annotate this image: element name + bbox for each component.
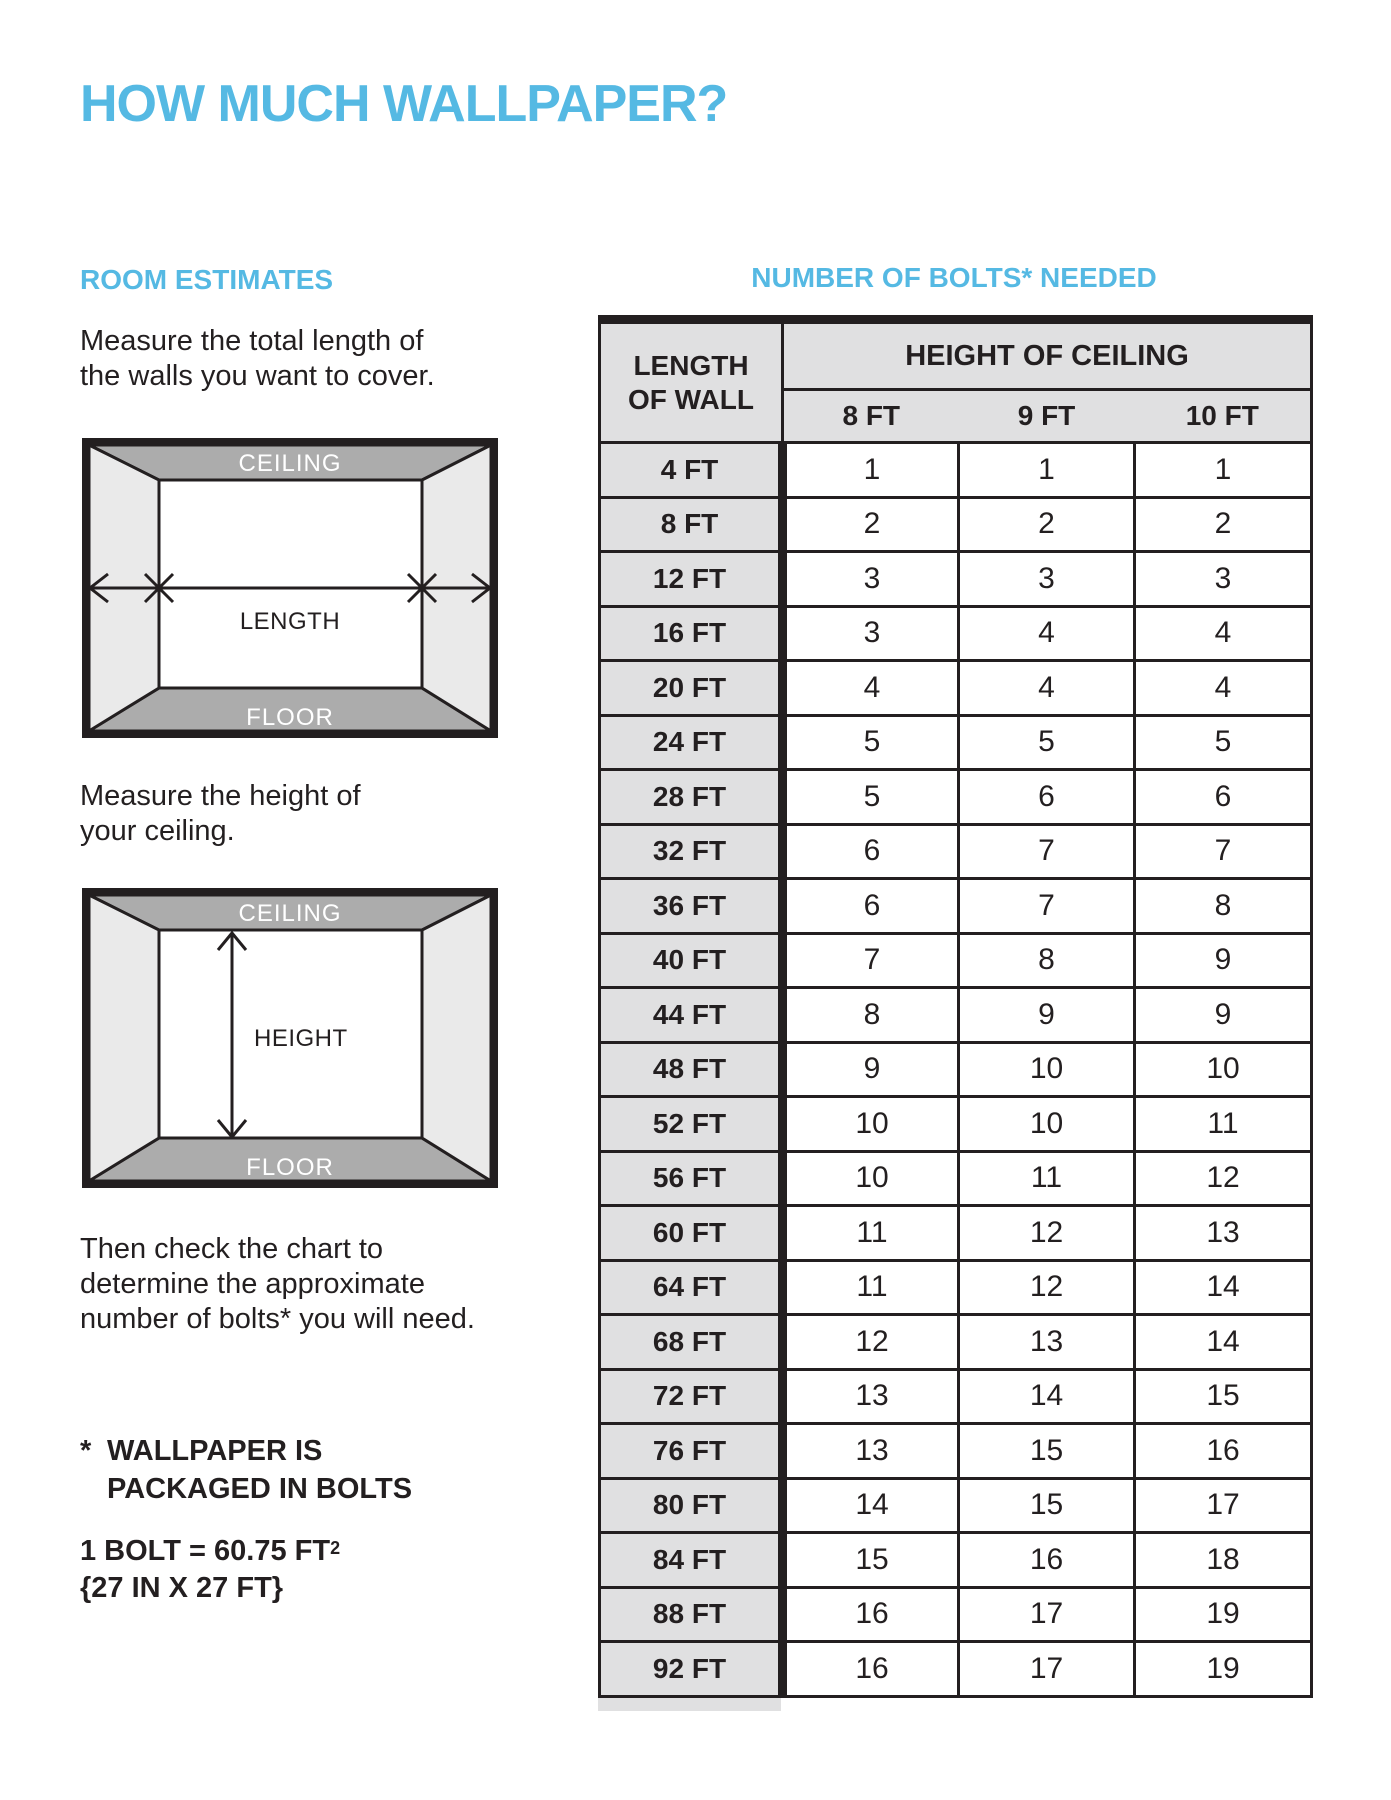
bolt-count-cell: 13 [1135,1206,1312,1261]
row-label-cell: 28 FT [600,770,783,825]
bolt-count-cell: 3 [783,552,959,607]
row-label-cell: 80 FT [600,1478,783,1533]
bolt-count-cell: 11 [783,1206,959,1261]
bolt-count-cell: 4 [1135,661,1312,716]
bolt-equation [80,1528,340,1571]
instruction-measure-length [80,324,435,394]
table-row [600,1315,1312,1370]
floor-label: FLOOR [246,704,334,731]
bolt-count-cell: 11 [959,1151,1135,1206]
instruction-line: number of bolts* you will need. [80,1303,475,1335]
bolt-count-cell: 10 [959,1042,1135,1097]
length-measure-label: LENGTH [239,608,341,635]
bolt-count-cell: 15 [1135,1369,1312,1424]
table-heading: NUMBER OF BOLTS* NEEDED [751,262,1157,293]
instruction-measure-height [80,779,361,849]
bolt-dimensions: {27 IN X 27 FT} [80,1572,284,1604]
bolt-count-cell: 16 [959,1533,1135,1588]
bolt-count-cell: 6 [783,879,959,934]
height-room-diagram [82,888,498,1188]
bolt-count-cell: 9 [1135,933,1312,988]
subheader-10ft: 10 FT [1135,390,1312,443]
table-row [600,1206,1312,1261]
instruction-line: determine the approximate [80,1268,425,1300]
bolt-table-body [600,443,1312,1697]
row-label-cell: 32 FT [600,824,783,879]
row-label-cell: 76 FT [600,1424,783,1479]
page-title: HOW MUCH WALLPAPER? [80,75,728,133]
instruction-line: the walls you want to cover. [80,360,435,392]
table-row [600,606,1312,661]
bolt-count-cell: 13 [783,1424,959,1479]
left-wall-panel [89,895,159,1181]
row-label-cell: 20 FT [600,661,783,716]
bolt-count-cell: 3 [783,606,959,661]
bolt-count-cell: 12 [959,1206,1135,1261]
bolt-count-cell: 14 [959,1369,1135,1424]
bolt-count-cell: 2 [1135,497,1312,552]
bolt-equation-superscript: 2 [330,1538,341,1558]
bolt-count-cell: 5 [1135,715,1312,770]
bolt-count-cell: 3 [959,552,1135,607]
table-row [600,661,1312,716]
bolt-count-cell: 3 [1135,552,1312,607]
bolt-count-cell: 13 [959,1315,1135,1370]
table-row [600,552,1312,607]
table-row [600,1151,1312,1206]
row-label-cell: 12 FT [600,552,783,607]
bolt-count-cell: 6 [959,770,1135,825]
footnote-line: WALLPAPER IS [107,1435,323,1467]
bolts-needed-table [598,315,1313,1698]
bolt-count-cell: 2 [959,497,1135,552]
header-height-of-ceiling: HEIGHT OF CEILING [783,320,1312,390]
length-room-diagram [82,438,498,738]
bolt-count-cell: 14 [1135,1315,1312,1370]
bolt-count-cell: 7 [1135,824,1312,879]
row-label-cell: 24 FT [600,715,783,770]
table-row [600,497,1312,552]
bolt-count-cell: 9 [1135,988,1312,1043]
bolt-count-cell: 4 [959,606,1135,661]
instruction-line: Then check the chart to [80,1233,384,1265]
bolt-count-cell: 19 [1135,1642,1312,1697]
table-row [600,1042,1312,1097]
bolt-count-cell: 6 [1135,770,1312,825]
bolt-count-cell: 12 [783,1315,959,1370]
row-label-cell: 4 FT [600,443,783,498]
table-row [600,933,1312,988]
table-row [600,1587,1312,1642]
row-label-cell: 56 FT [600,1151,783,1206]
bolt-count-cell: 4 [959,661,1135,716]
table-row [600,1424,1312,1479]
bolt-count-cell: 13 [783,1369,959,1424]
bolt-count-cell: 15 [959,1478,1135,1533]
height-room-diagram-svg [82,888,498,1188]
row-label-cell: 64 FT [600,1260,783,1315]
row-label-cell: 72 FT [600,1369,783,1424]
bolt-count-cell: 8 [1135,879,1312,934]
bolt-count-cell: 17 [1135,1478,1312,1533]
bolt-count-cell: 17 [959,1642,1135,1697]
bolt-count-cell: 4 [1135,606,1312,661]
table-row [600,443,1312,498]
bolt-count-cell: 16 [783,1587,959,1642]
instruction-check-chart [80,1232,475,1337]
instruction-line: Measure the total length of [80,325,424,357]
bolt-count-cell: 10 [783,1151,959,1206]
right-wall-panel [422,895,491,1181]
table-row [600,1369,1312,1424]
row-label-cell: 48 FT [600,1042,783,1097]
bolt-count-cell: 1 [959,443,1135,498]
bolt-count-cell: 9 [783,1042,959,1097]
table-row [600,715,1312,770]
row-label-cell: 16 FT [600,606,783,661]
bolt-count-cell: 9 [959,988,1135,1043]
footnote-line: PACKAGED IN BOLTS [107,1473,413,1505]
row-label-cell: 52 FT [600,1097,783,1152]
bolt-count-cell: 18 [1135,1533,1312,1588]
table-row [600,1478,1312,1533]
bolt-count-cell: 5 [783,715,959,770]
table-row [600,824,1312,879]
bolt-count-cell: 10 [959,1097,1135,1152]
bolt-count-cell: 10 [783,1097,959,1152]
bolt-count-cell: 4 [783,661,959,716]
table-bottom-tab [598,1698,781,1711]
height-measure-label: HEIGHT [254,1025,348,1052]
bolt-count-cell: 7 [959,824,1135,879]
row-label-cell: 8 FT [600,497,783,552]
table-row [600,770,1312,825]
ceiling-label: CEILING [238,900,342,927]
row-label-cell: 84 FT [600,1533,783,1588]
row-label-cell: 40 FT [600,933,783,988]
bolt-count-cell: 16 [1135,1424,1312,1479]
bolt-count-cell: 8 [959,933,1135,988]
bolts-table-container [598,315,1310,1711]
table-row [600,1260,1312,1315]
floor-label: FLOOR [246,1154,334,1181]
asterisk-marker: * [80,1435,92,1467]
bolt-count-cell: 6 [783,824,959,879]
subheader-9ft: 9 FT [959,390,1135,443]
bolt-count-cell: 14 [1135,1260,1312,1315]
table-row [600,1533,1312,1588]
bolt-count-cell: 15 [783,1533,959,1588]
table-row [600,1097,1312,1152]
row-label-cell: 92 FT [600,1642,783,1697]
table-row [600,988,1312,1043]
bolt-count-cell: 1 [783,443,959,498]
bolt-count-cell: 5 [959,715,1135,770]
bolt-count-cell: 12 [1135,1151,1312,1206]
bolt-count-cell: 2 [783,497,959,552]
header-length-of-wall-line: OF WALL [628,383,754,415]
ceiling-label: CEILING [238,450,342,477]
subheader-8ft: 8 FT [783,390,959,443]
bolt-count-cell: 7 [959,879,1135,934]
header-length-of-wall-line: LENGTH [633,349,749,381]
row-label-cell: 60 FT [600,1206,783,1261]
bolt-count-cell: 11 [783,1260,959,1315]
instruction-line: Measure the height of [80,780,361,812]
section-heading-room-estimates: ROOM ESTIMATES [80,264,334,295]
row-label-cell: 68 FT [600,1315,783,1370]
bolt-count-cell: 10 [1135,1042,1312,1097]
bolt-count-cell: 8 [783,988,959,1043]
bolt-count-cell: 11 [1135,1097,1312,1152]
bolt-count-cell: 17 [959,1587,1135,1642]
row-label-cell: 36 FT [600,879,783,934]
bolt-count-cell: 14 [783,1478,959,1533]
length-room-diagram-svg [82,438,498,738]
table-row [600,1642,1312,1697]
bolt-equation-text: 1 BOLT = 60.75 FT [80,1535,331,1567]
bolt-count-cell: 5 [783,770,959,825]
header-length-of-wall [600,320,783,443]
bolt-count-cell: 15 [959,1424,1135,1479]
bolt-count-cell: 1 [1135,443,1312,498]
bolt-count-cell: 19 [1135,1587,1312,1642]
row-label-cell: 88 FT [600,1587,783,1642]
instruction-line: your ceiling. [80,815,235,847]
bolt-count-cell: 7 [783,933,959,988]
bolt-count-cell: 12 [959,1260,1135,1315]
row-label-cell: 44 FT [600,988,783,1043]
table-row [600,879,1312,934]
bolt-count-cell: 16 [783,1642,959,1697]
